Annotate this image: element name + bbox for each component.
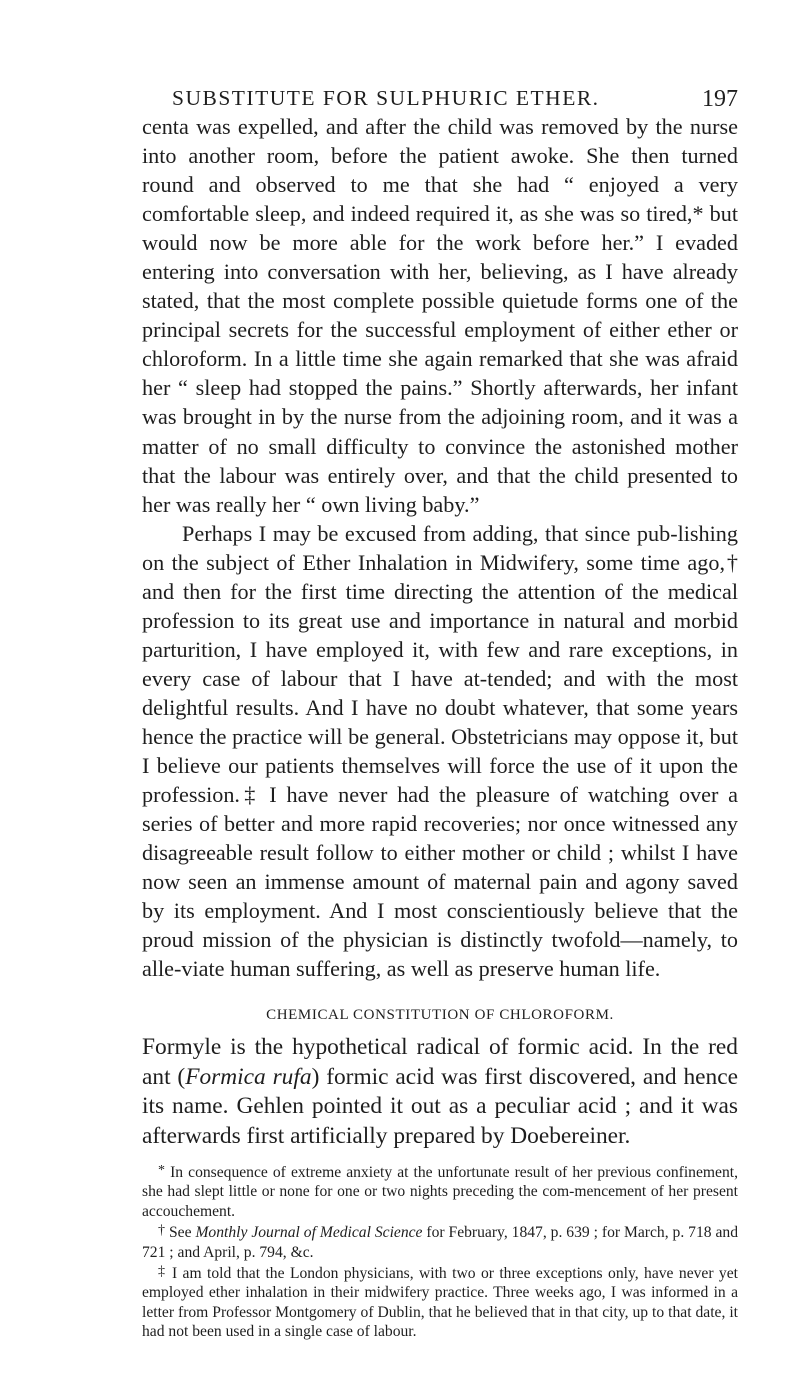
footnotes (142, 1161, 738, 1342)
running-title: SUBSTITUTE FOR SULPHURIC ETHER. (172, 86, 600, 110)
footnote-text: for February, 1847, p. 639 ; for March, p. 718 and 721 ; and April, p. 794, &c. (142, 1224, 738, 1261)
section-paragraph (142, 1033, 738, 1151)
main-text (142, 112, 738, 983)
footnote (142, 1161, 738, 1221)
footnote-marker: † (158, 1223, 166, 1239)
section-heading: CHEMICAL CONSTITUTION OF CHLOROFORM. (266, 1007, 614, 1023)
section-text-start: Formyle is the hypothetical radical of formic acid. In the red ant ( (142, 1034, 738, 1090)
footnote (142, 1262, 738, 1342)
page-number: 197 (702, 86, 738, 112)
section-text-end: ) formic acid was first discovered, and hence its name. Gehlen pointed it out as a peculiar acid ; and it was afterwards first artificially prepared by Doebereiner. (142, 1063, 738, 1149)
section-text (142, 1033, 738, 1151)
footnote-text: I am told that the London physicians, with two or three exceptions only, have never yet employed ether inhalation in their midwifery practice. Three weeks ago, I was informed in a letter from Professor Montgomery of Dublin, that he believed that in that city, up to that date, it had not been used in a single case of labour. (142, 1265, 738, 1341)
paragraph: Perhaps I may be excused from adding, that since pub-lishing on the subject of Ether Inhalation in Midwifery, some time ago,† and then for the first time directing the attention of the medical profession to its great use and importance in natural and morbid parturition, I have employed it, with few and rare exceptions, in every case of labour that I have at-tended; and with the most delightful results. And I have no doubt whatever, that some years hence the practice will be general. Obstetricians may oppose it, but I believe our patients themselves will force the use of it upon the profession.‡ I have never had the pleasure of watching over a series of better and more rapid recoveries; nor once witnessed any disagreeable result follow to either mother or child ; whilst I have now seen an immense amount of maternal pain and agony saved by its employment. And I most conscientiously believe that the proud mission of the physician is distinctly twofold—namely, to alle-viate human suffering, as well as preserve human life. (142, 520, 738, 982)
footnote (142, 1221, 738, 1262)
footnote-marker: ‡ (158, 1264, 167, 1280)
running-head (142, 86, 738, 114)
paragraph-continued: centa was expelled, and after the child was removed by the nurse into another room, before the patient awoke. She then turned round and observed to me that she had “ enjoyed a very comfortable sleep, and indeed required it, as she was so tired,* but would now be more able for the work before her.” I evaded entering into conversation with her, believing, as I have already stated, that the most complete possible quietude forms one of the principal secrets for the successful employment of either ether or chloroform. In a little time she again remarked that she was afraid her “ sleep had stopped the pains.” Shortly afterwards, her infant was brought in by the nurse from the adjoining room, and it was a matter of no small difficulty to convince the astonished mother that the labour was entirely over, and that the child presented to her was really her “ own living baby.” (142, 114, 738, 517)
journal-title: Monthly Journal of Medical Science (195, 1224, 423, 1242)
footnote-marker: * (158, 1163, 165, 1178)
species-name: Formica rufa (185, 1063, 312, 1090)
footnote-see: See (168, 1224, 192, 1242)
footnote-text: In consequence of extreme anxiety at the unfortunate result of her previous confinement, she had slept little or none for one or two nights preceding the com-mencement of her present accouchement. (142, 1164, 738, 1220)
